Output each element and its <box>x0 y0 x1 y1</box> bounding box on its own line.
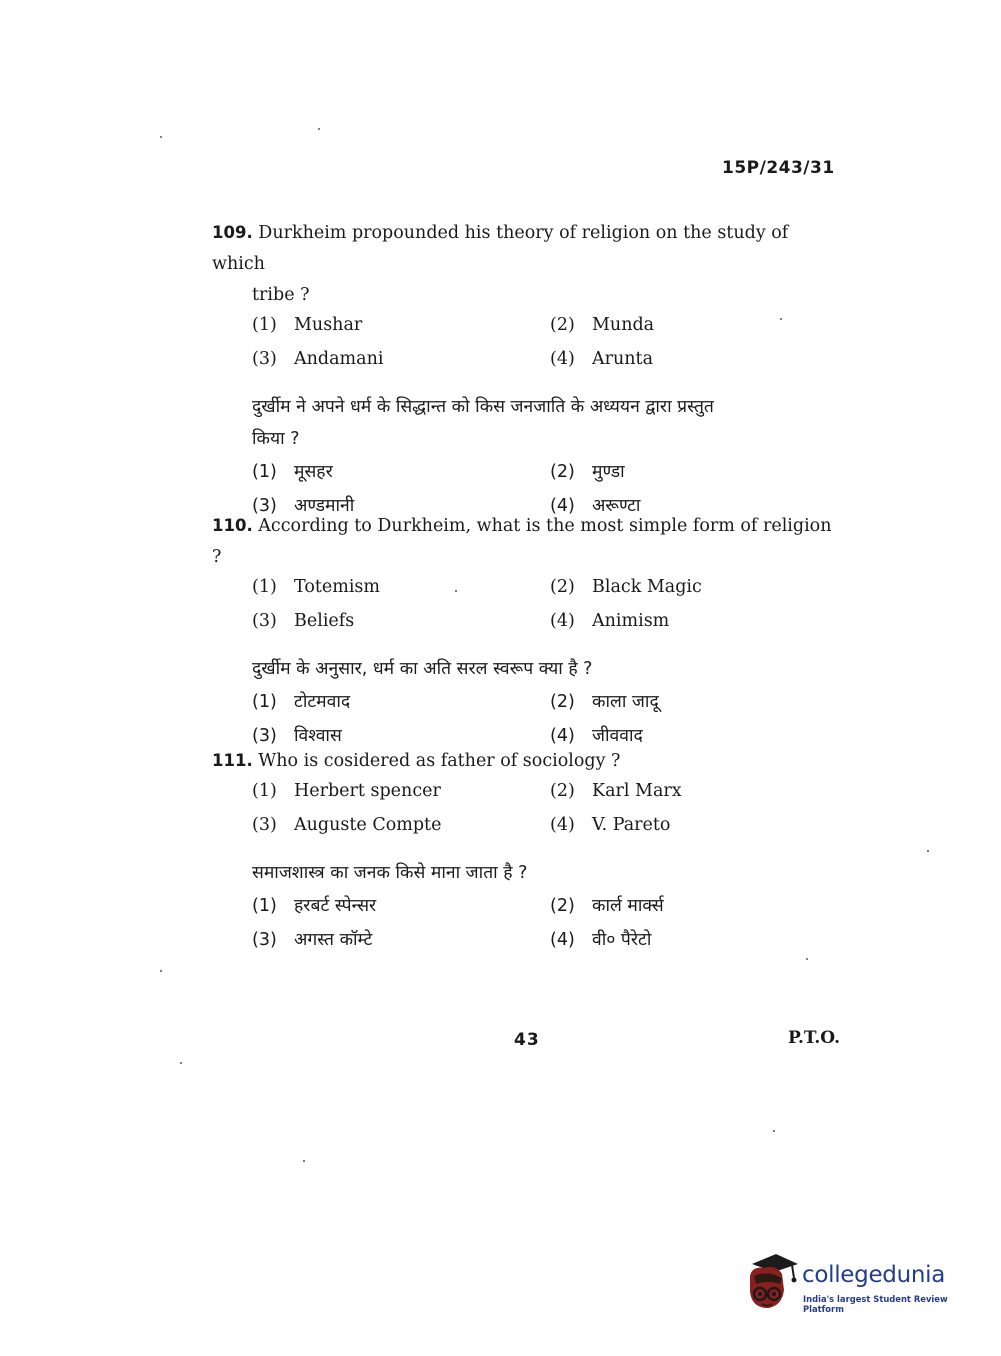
collegedunia-watermark <box>742 1250 967 1316</box>
option-4: (4) Arunta <box>550 349 654 369</box>
question-stem-en <box>212 510 842 573</box>
question-number: 109. <box>212 223 253 242</box>
question-stem-hi: समाजशास्त्र का जनक किसे माना जाता है ? <box>252 863 528 883</box>
option-2: (2) Black Magic <box>550 577 702 597</box>
mascot-icon <box>742 1250 802 1316</box>
option-1-hi: (1) हरबर्ट स्पेन्सर <box>252 896 377 916</box>
pto-label: P.T.O. <box>788 1028 840 1048</box>
option-4-hi: (4) जीववाद <box>550 726 643 746</box>
option-3: (3) Auguste Compte <box>252 815 442 835</box>
scan-speck <box>773 1130 775 1132</box>
brand-tagline: India's largest Student Review Platform <box>803 1294 948 1314</box>
question-text: Durkheim propounded his theory of religion on the study of which <box>212 223 789 274</box>
option-3: (3) Beliefs <box>252 611 355 631</box>
option-4-hi: (4) वी० पैरेटो <box>550 930 652 950</box>
option-2: (2) Munda <box>550 315 655 335</box>
scan-speck <box>160 136 162 138</box>
scan-speck <box>160 970 162 972</box>
question-number: 110. <box>212 516 253 535</box>
question-text-cont: tribe ? <box>252 285 310 305</box>
paper-code: 15P/243/31 <box>722 158 835 178</box>
option-4-hi: (4) अरूण्टा <box>550 496 641 516</box>
scan-speck <box>927 850 929 852</box>
option-4: (4) Animism <box>550 611 670 631</box>
options-en <box>212 577 842 647</box>
question-stem-hi: दुर्खीम ने अपने धर्म के सिद्धान्त को किस जनजाति के अध्ययन द्वारा प्रस्तुत किया ? <box>252 397 714 449</box>
option-3-hi: (3) विश्वास <box>252 726 342 746</box>
question-stem-hi: दुर्खीम के अनुसार, धर्म का अति सरल स्वरूप क्या है ? <box>252 659 593 679</box>
question-number: 111. <box>212 751 253 770</box>
question-text: Who is cosidered as father of sociology ? <box>258 751 621 771</box>
option-2-hi: (2) काला जादू <box>550 692 659 712</box>
scan-speck <box>455 590 457 592</box>
question-stem-en <box>212 745 842 777</box>
option-1: (1) Mushar <box>252 315 363 335</box>
option-1-hi: (1) मूसहर <box>252 462 333 482</box>
question-text: According to Durkheim, what is the most simple form of religion ? <box>212 516 832 567</box>
question-109 <box>212 217 842 529</box>
option-3-hi: (3) अगस्त कॉम्टे <box>252 930 373 950</box>
scan-speck <box>780 318 782 320</box>
question-111 <box>212 745 842 963</box>
options-en <box>212 315 842 385</box>
scan-speck <box>318 128 320 130</box>
brand-name: collegedunia <box>802 1262 946 1288</box>
options-hi <box>212 893 842 963</box>
option-2-hi: (2) कार्ल मार्क्स <box>550 896 664 916</box>
option-2: (2) Karl Marx <box>550 781 682 801</box>
scan-speck <box>303 1160 305 1162</box>
option-3-hi: (3) अण्डमानी <box>252 496 355 516</box>
options-en <box>212 781 842 851</box>
option-1-hi: (1) टोटमवाद <box>252 692 351 712</box>
option-3: (3) Andamani <box>252 349 384 369</box>
page-number: 43 <box>514 1030 540 1050</box>
scan-speck <box>180 1062 182 1064</box>
question-110 <box>212 510 842 759</box>
scan-speck <box>806 958 808 960</box>
option-1: (1) Herbert spencer <box>252 781 441 801</box>
option-2-hi: (2) मुण्डा <box>550 462 625 482</box>
question-stem-en <box>212 217 842 311</box>
option-1: (1) Totemism <box>252 577 381 597</box>
option-4: (4) V. Pareto <box>550 815 671 835</box>
